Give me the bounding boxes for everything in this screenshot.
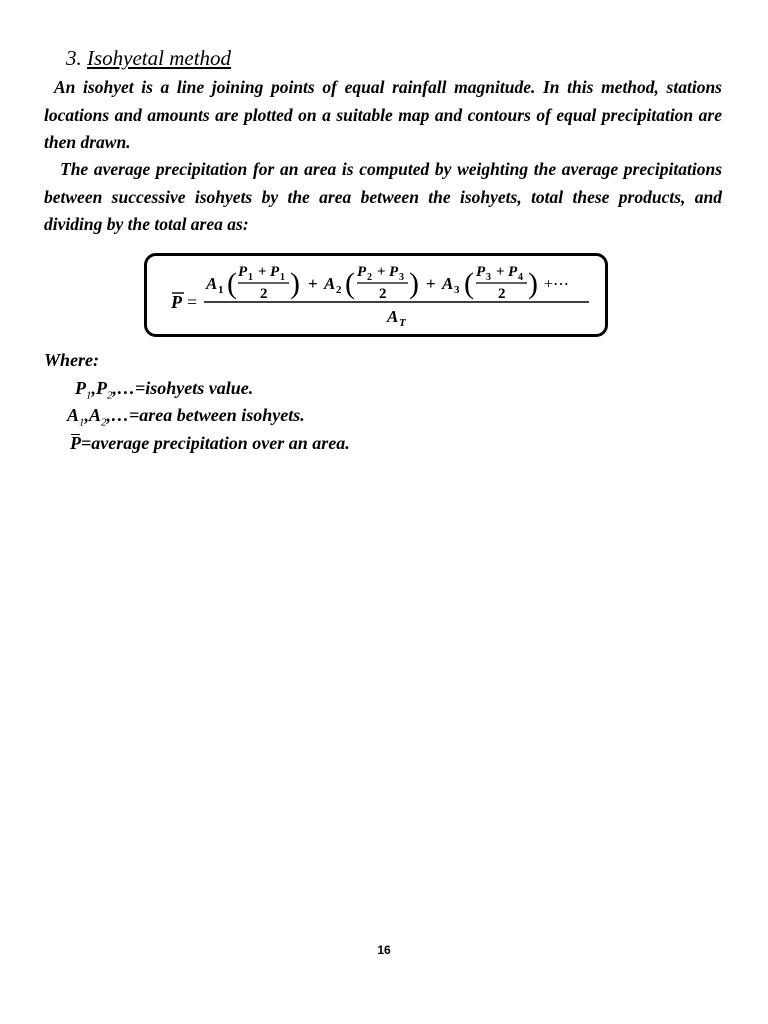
section-heading <box>66 46 231 71</box>
def-1-meaning-bold: isohyets <box>145 378 205 398</box>
term-2-num-b-sub: 3 <box>399 272 404 283</box>
term-2-coef-sub: 2 <box>336 284 342 296</box>
definition-p-bar <box>70 433 350 454</box>
def-1-dots: ,…= <box>112 378 146 398</box>
page-number: 16 <box>377 943 391 957</box>
def-1-symbol-2: P <box>96 378 107 398</box>
section-number: 3. <box>66 46 82 70</box>
term-1-num-b: P <box>270 264 280 280</box>
formula-lhs: P <box>171 292 182 312</box>
formula-term-1 <box>205 264 318 302</box>
section-title: Isohyetal method <box>87 46 232 70</box>
paragraph-1-text: An isohyet is a line joining points of equal rainfall magnitude. In this method, stations locations and amounts are plotted on a suitable map and contours of equal precipitation are then drawn. <box>44 77 722 152</box>
def-2-symbol-2: A <box>89 405 102 425</box>
formula-continuation: +⋯ <box>544 276 570 293</box>
formula-denominator-sub: T <box>399 317 406 329</box>
formula-term-3 <box>441 264 538 302</box>
term-3-den: 2 <box>498 286 506 302</box>
definition-p-values <box>75 378 253 402</box>
def-3-symbol: P <box>70 433 81 453</box>
term-3-lparen: ( <box>464 267 474 300</box>
term-1-num-a: P <box>238 264 248 280</box>
term-1-lparen: ( <box>227 267 237 300</box>
def-1-meaning-rest: value. <box>204 378 254 398</box>
term-2-plus: + <box>426 274 436 293</box>
def-2-sep: , <box>84 405 90 425</box>
term-3-num-b-sub: 4 <box>518 272 523 283</box>
term-1-den: 2 <box>260 286 268 302</box>
def-1-sub-1: 1 <box>86 389 92 402</box>
paragraph-method <box>44 156 722 239</box>
formula-equation <box>147 256 611 340</box>
where-label: Where: <box>44 350 99 370</box>
term-3-num-a-sub: 3 <box>486 272 491 283</box>
formula-equals: = <box>187 292 198 312</box>
term-2-num-b: P <box>389 264 399 280</box>
paragraph-definition <box>44 74 722 157</box>
term-1-plus: + <box>308 274 318 293</box>
paragraph-2-text: The average precipitation for an area is computed by weighting the average precipitations between successive isohyets by the area between the isohyets, total these products, and dividing by the total area as: <box>44 159 722 234</box>
definition-a-values <box>67 405 305 429</box>
term-2-rparen: ) <box>409 267 419 300</box>
formula-denominator: A <box>387 307 399 326</box>
term-2-den: 2 <box>379 286 387 302</box>
term-1-num-b-sub: 1 <box>280 272 285 283</box>
term-1-num-plus: + <box>258 264 267 280</box>
term-3-num-a: P <box>476 264 486 280</box>
def-2-dots: ,…= <box>106 405 140 425</box>
term-3-coef-sub: 3 <box>454 284 460 296</box>
term-2-num-a: P <box>357 264 367 280</box>
term-1-num-a-sub: 1 <box>248 272 253 283</box>
def-1-symbol-1: P <box>75 378 86 398</box>
def-2-meaning-bold: area between isohyets <box>139 405 301 425</box>
formula-term-2 <box>323 264 436 302</box>
term-1-coef-sub: 1 <box>218 284 224 296</box>
term-3-rparen: ) <box>528 267 538 300</box>
def-1-sub-2: 2 <box>107 389 113 402</box>
term-3-coef: A <box>442 274 454 293</box>
term-3-num-b: P <box>508 264 518 280</box>
term-1-coef: A <box>206 274 218 293</box>
term-2-coef: A <box>324 274 336 293</box>
term-2-num-plus: + <box>377 264 386 280</box>
def-3-meaning: =average precipitation over an area. <box>81 433 350 453</box>
term-3-num-plus: + <box>496 264 505 280</box>
def-2-sub-2: 2 <box>101 416 107 429</box>
term-2-num-a-sub: 2 <box>367 272 372 283</box>
term-2-lparen: ( <box>345 267 355 300</box>
def-2-meaning-rest: . <box>300 405 305 425</box>
def-2-symbol-1: A <box>67 405 80 425</box>
def-2-sub-1: 1 <box>79 416 85 429</box>
def-1-sep: , <box>91 378 96 398</box>
formula-box <box>144 253 608 337</box>
term-1-rparen: ) <box>290 267 300 300</box>
